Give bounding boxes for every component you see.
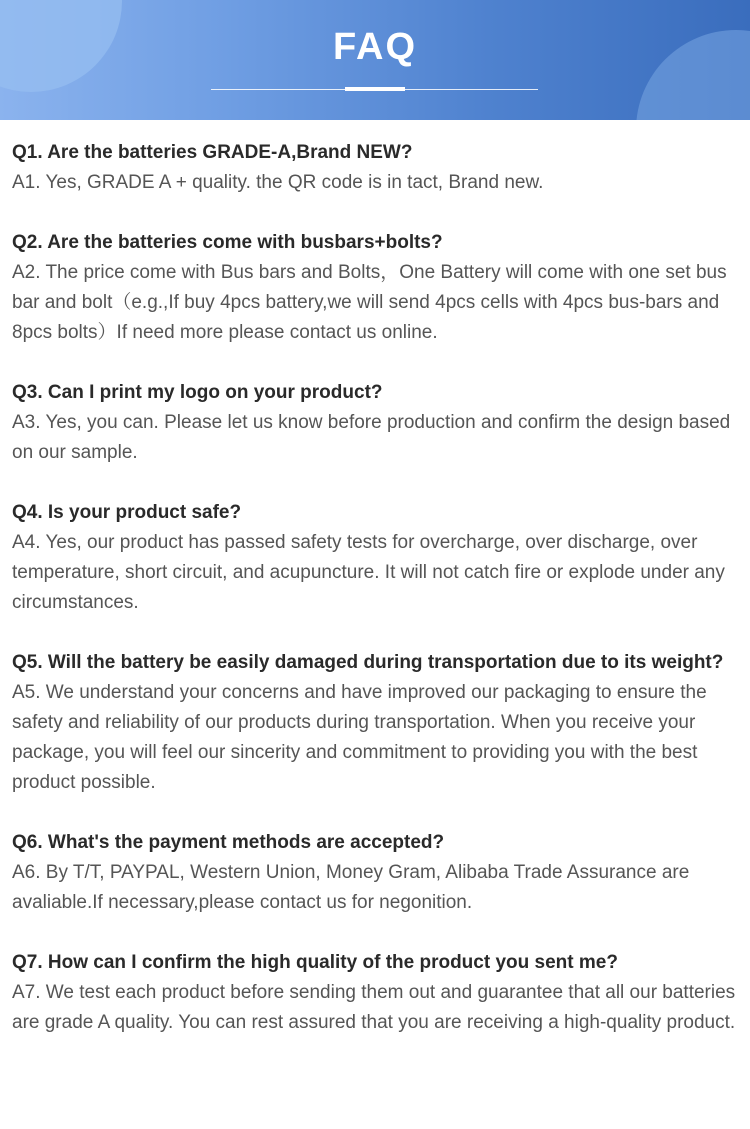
faq-answer: A3. Yes, you can. Please let us know before production and confirm the design based on our sample. xyxy=(12,412,731,463)
faq-answer: A7. We test each product before sending them out and guarantee that all our batteries are grade A quality. You can rest assured that you are receiving a high-quality product. xyxy=(12,982,736,1033)
faq-item-7 xyxy=(12,948,740,1038)
faq-item-5 xyxy=(12,648,740,798)
faq-answer: A1. Yes, GRADE A + quality. the QR code is in tact, Brand new. xyxy=(12,172,544,193)
faq-answer: A2. The price come with Bus bars and Bolts，One Battery will come with one set bus bar and bolt（e.g.,If buy 4pcs battery,we will send 4pcs cells with 4pcs bus-bars and 8pcs bolts）If need more please contact us online. xyxy=(12,262,727,343)
faq-question: Q3. Can I print my logo on your product? xyxy=(12,382,383,403)
faq-question: Q4. Is your product safe? xyxy=(12,502,242,523)
faq-item-2 xyxy=(12,228,740,348)
page-title: FAQ xyxy=(332,26,418,68)
faq-item-6 xyxy=(12,828,740,918)
faq-question: Q2. Are the batteries come with busbars+bolts? xyxy=(12,232,443,253)
faq-answer: A6. By T/T, PAYPAL, Western Union, Money Gram, Alibaba Trade Assurance are avaliable.If necessary,please contact us for negonition. xyxy=(12,862,690,913)
faq-question: Q1. Are the batteries GRADE-A,Brand NEW? xyxy=(12,142,413,163)
faq-question: Q7. How can I confirm the high quality of the product you sent me? xyxy=(12,952,618,973)
faq-item-3 xyxy=(12,378,740,468)
title-underline-accent xyxy=(345,87,405,91)
faq-answer: A4. Yes, our product has passed safety tests for overcharge, over discharge, over temperature, short circuit, and acupuncture. It will not catch fire or explode under any circumstances. xyxy=(12,532,725,613)
faq-item-4 xyxy=(12,498,740,618)
faq-header-banner xyxy=(0,0,750,120)
faq-item-1 xyxy=(12,138,740,198)
faq-list xyxy=(12,138,740,1068)
faq-answer: A5. We understand your concerns and have improved our packaging to ensure the safety and reliability of our products during transportation. When you receive your package, you will feel our sincerity and commitment to providing you with the best product possible. xyxy=(12,682,707,793)
faq-question: Q6. What's the payment methods are accepted? xyxy=(12,832,445,853)
faq-question: Q5. Will the battery be easily damaged during transportation due to its weight? xyxy=(12,652,724,673)
